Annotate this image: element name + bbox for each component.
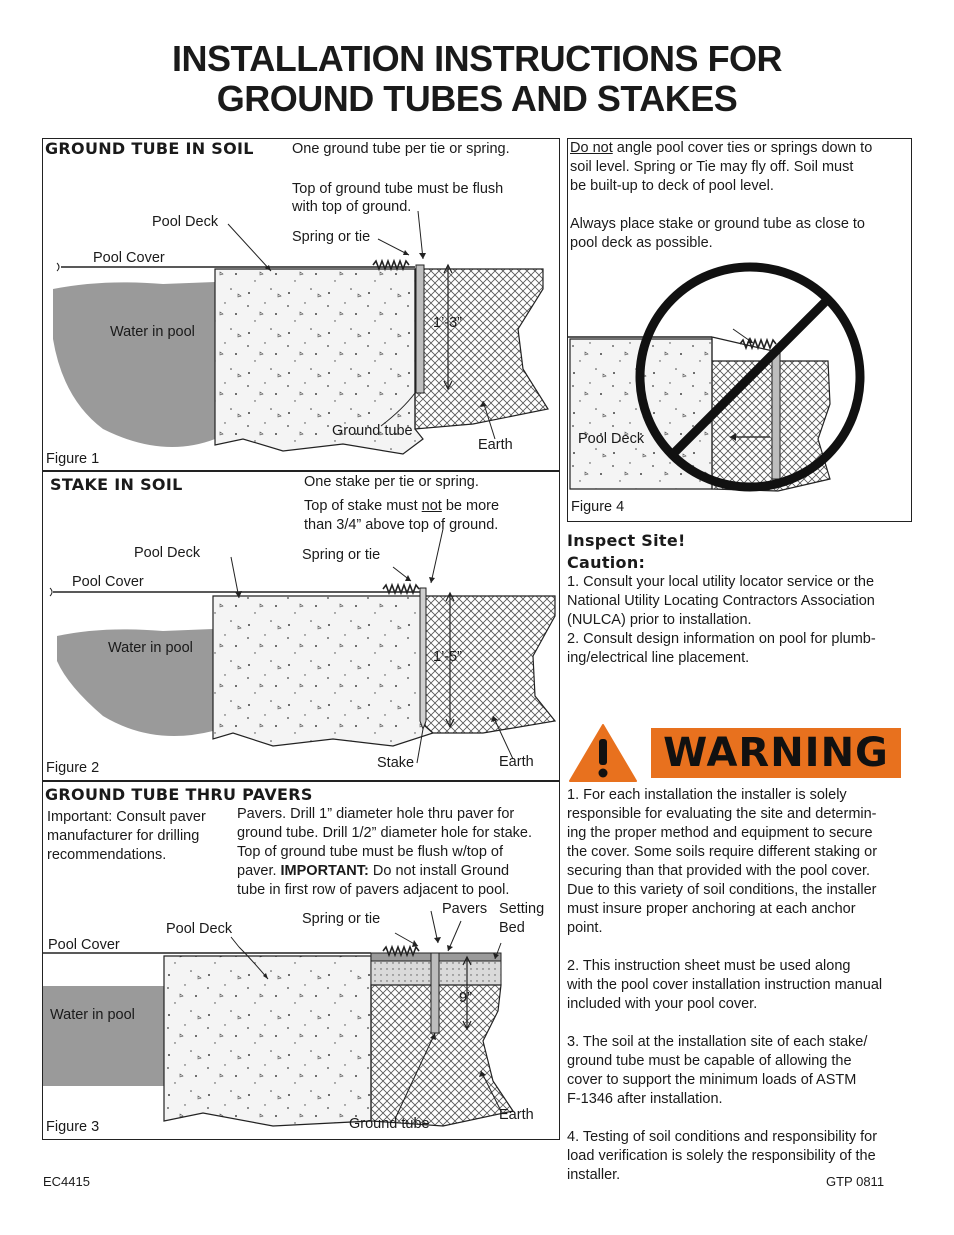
warning-line: ing the proper method and equipment to secure	[567, 825, 873, 841]
warning-line: Due to this variety of soil conditions, the installer	[567, 882, 877, 898]
figure-2-note-2-line-2: than 3/4” above top of ground.	[304, 517, 499, 533]
warning-line: 3. The soil at the installation site of each stake/	[567, 1034, 868, 1050]
figure-2-water-label: Water in pool	[108, 640, 193, 656]
warning-line: must insure proper anchoring at each anchor	[567, 901, 856, 917]
spring	[383, 947, 419, 955]
figure-3-setting-bed-label-line-1: Setting	[499, 901, 545, 917]
figure-2-panel	[42, 470, 560, 782]
figure-2-spring-label: Spring or tie	[302, 547, 381, 563]
figure-4-note: Do not angle pool cover ties or springs down to soil level. Spring or Tie may fly off. Soil must be built-up to deck of pool level. Always place stake or ground tube as close to pool deck as possible.	[570, 140, 873, 251]
stake	[420, 588, 426, 729]
pool-deck-concrete	[164, 956, 371, 1126]
figure-3-pool-cover-label: Pool Cover	[48, 937, 120, 953]
figure-2-caption: Figure 2	[46, 760, 100, 776]
figure-2-note-1: One stake per tie or spring.	[304, 474, 479, 490]
warning-paragraph-1	[567, 786, 882, 938]
figure-3-header: GROUND TUBE THRU PAVERS	[45, 785, 313, 804]
figure-3-earth-label: Earth	[499, 1107, 534, 1123]
warning-line: 2. This instruction sheet must be used along	[567, 958, 851, 974]
figure-3-water-label: Water in pool	[50, 1007, 135, 1023]
spring	[373, 261, 409, 269]
page-title-line-2: GROUND TUBES AND STAKES	[216, 78, 738, 119]
figure-1-note-2-line-1: Top of ground tube must be flush	[292, 181, 504, 197]
figure-1-spring-label: Spring or tie	[292, 229, 371, 245]
figure-1-caption: Figure 1	[46, 451, 100, 467]
warning-line: load verification is solely the responsibility of the	[567, 1148, 876, 1164]
ground-tube	[772, 351, 780, 479]
figure-3-caption: Figure 3	[46, 1119, 100, 1135]
figure-2-pool-deck-label: Pool Deck	[134, 545, 201, 561]
figure-3-important-note: Important: Consult paver manufacturer for drilling recommendations.	[47, 809, 206, 863]
figure-2-dimension: 1’-5”	[433, 649, 463, 665]
figure-1-water-label: Water in pool	[110, 324, 195, 340]
warning-line: included with your pool cover.	[567, 996, 758, 1012]
spring	[740, 340, 776, 348]
warning-line: cover to support the minimum loads of ASTM	[567, 1072, 857, 1088]
warning-line: 1. For each installation the installer is solely	[567, 787, 847, 803]
figure-4-pool-deck-label: Pool Deck	[578, 431, 645, 447]
warning-line: responsible for evaluating the site and determin-	[567, 806, 877, 822]
figure-2-header: STAKE IN SOIL	[50, 475, 183, 494]
figure-4-caption: Figure 4	[571, 499, 625, 515]
figure-3-spring-label: Spring or tie	[302, 911, 381, 927]
caution-heading: Caution:	[567, 553, 646, 572]
ground-tube	[431, 953, 439, 1033]
warning-triangle-icon	[568, 723, 638, 783]
figure-3-dimension: 9”	[459, 990, 472, 1006]
caution-list: 1. Consult your local utility locator service or the National Utility Locating Contractors Association (NULCA) prior to installation. 2. Consult design information on pool for plumb- ing/electrical line placement.	[567, 574, 876, 666]
pool-deck-concrete	[213, 596, 433, 746]
warning-line: ground tube must be capable of allowing the	[567, 1053, 852, 1069]
figure-3-panel	[42, 780, 560, 1140]
warning-paragraph-2	[567, 957, 882, 1014]
warning-paragraph-3	[567, 1033, 882, 1109]
figure-1-panel	[42, 138, 560, 472]
figure-1-pool-cover-label: Pool Cover	[93, 250, 165, 266]
warning-line: with the pool cover installation instruction manual	[567, 977, 883, 993]
figure-1-header: GROUND TUBE IN SOIL	[45, 139, 254, 158]
figure-1-note-2-line-2: with top of ground.	[292, 199, 412, 215]
warning-line: F-1346 after installation.	[567, 1091, 723, 1107]
figure-1-ground-tube-label: Ground tube	[332, 423, 413, 439]
figure-3-pool-deck-label: Pool Deck	[166, 921, 233, 937]
footer-code-right: GTP 0811	[826, 1174, 885, 1189]
spring	[383, 585, 419, 593]
warning-banner: WARNING	[651, 728, 901, 778]
ground-tube	[416, 265, 424, 393]
figure-3-pavers-note: Pavers. Drill 1” diameter hole thru paver for ground tube. Drill 1/2” diameter hole for stake. Top of ground tube must be flush w/top of paver. IMPORTANT: Do not install Ground tube in first row of pavers adjacent to pool.	[237, 806, 532, 898]
warning-line: point.	[567, 920, 603, 936]
figure-1-note-1: One ground tube per tie or spring.	[292, 141, 510, 157]
figure-2-earth-label: Earth	[499, 754, 534, 770]
page-title-line-1: INSTALLATION INSTRUCTIONS FOR	[171, 38, 783, 79]
water	[43, 986, 164, 1086]
inspect-site-heading: Inspect Site!	[567, 531, 686, 550]
warning-line: 4. Testing of soil conditions and responsibility for	[567, 1129, 878, 1145]
warning-line: the cover. Some soils require different staking or	[567, 844, 878, 860]
figure-2-note-2-line-1: Top of stake must not be more	[304, 498, 500, 514]
figure-2-pool-cover-label: Pool Cover	[72, 574, 144, 590]
footer-code-left: EC4415	[43, 1174, 90, 1189]
figure-4-panel	[567, 138, 912, 522]
figure-2-stake-label: Stake	[377, 755, 415, 771]
warning-text	[567, 786, 882, 1185]
figure-3-ground-tube-label: Ground tube	[349, 1116, 430, 1132]
figure-1-pool-deck-label: Pool Deck	[152, 214, 219, 230]
figure-1-earth-label: Earth	[478, 437, 513, 453]
water	[53, 282, 215, 447]
warning-line: securing than that provided with the pool cover.	[567, 863, 871, 879]
warning-line: installer.	[567, 1167, 621, 1183]
figure-3-pavers-label: Pavers	[442, 901, 488, 917]
earth-soil	[371, 985, 513, 1126]
figure-3-setting-bed-label-line-2: Bed	[499, 920, 525, 936]
figure-1-dimension: 1’-3”	[433, 315, 463, 331]
